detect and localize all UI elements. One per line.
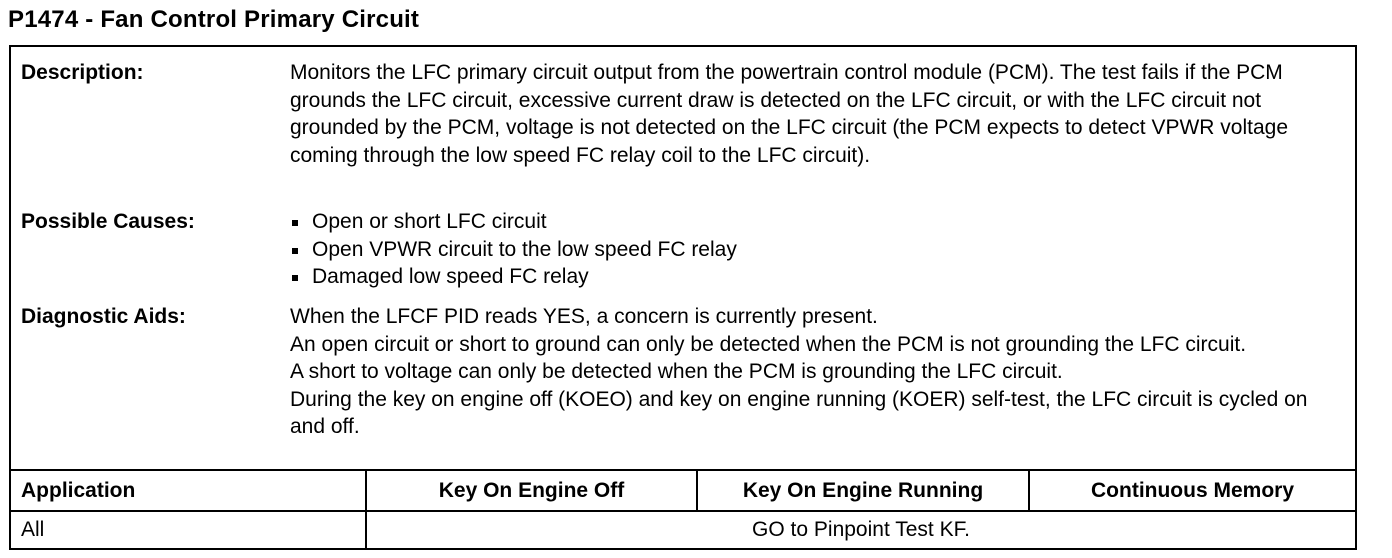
header-continuous-memory: Continuous Memory — [1091, 478, 1294, 502]
diagnostic-aids-label: Diagnostic Aids: — [21, 305, 186, 328]
diagnostic-aid-paragraph: When the LFCF PID reads YES, a concern is currently present. — [290, 305, 878, 328]
description-label: Description: — [21, 61, 144, 84]
cell-action: GO to Pinpoint Test KF. — [752, 518, 970, 541]
list-item: Open VPWR circuit to the low speed FC relay — [290, 236, 1345, 264]
dtc-info-table — [9, 45, 1357, 550]
diagnostic-aid-paragraph: A short to voltage can only be detected when the PCM is grounding the LFC circuit. — [290, 360, 1063, 383]
list-item: Open or short LFC circuit — [290, 208, 1345, 236]
page-title: P1474 - Fan Control Primary Circuit — [8, 6, 420, 33]
possible-causes-list — [290, 208, 1345, 291]
possible-causes-label: Possible Causes: — [21, 210, 195, 233]
cell-application: All — [21, 518, 45, 541]
header-koeo: Key On Engine Off — [438, 478, 625, 502]
description-text: Monitors the LFC primary circuit output from the powertrain control module (PCM). The test fails if the PCM grounds the LFC circuit, excessive current draw is detected on the LFC circuit, or with the LFC circuit not grounded by the PCM, voltage is not detected on the LFC circuit (the PCM expects to detect VPWR voltage coming through the low speed FC relay coil to the LFC circuit). — [290, 61, 1289, 167]
diagnostic-aids-text — [290, 303, 1345, 441]
diagnostic-aid-paragraph: An open circuit or short to ground can only be detected when the PCM is not grounding the LFC circuit. — [290, 332, 1247, 356]
header-application: Application — [21, 478, 136, 502]
header-koer: Key On Engine Running — [742, 478, 984, 502]
diagnostic-aid-paragraph: During the key on engine off (KOEO) and key on engine running (KOER) self-test, the LFC circuit is cycled on and off. — [290, 387, 1308, 438]
list-item: Damaged low speed FC relay — [290, 263, 1345, 291]
